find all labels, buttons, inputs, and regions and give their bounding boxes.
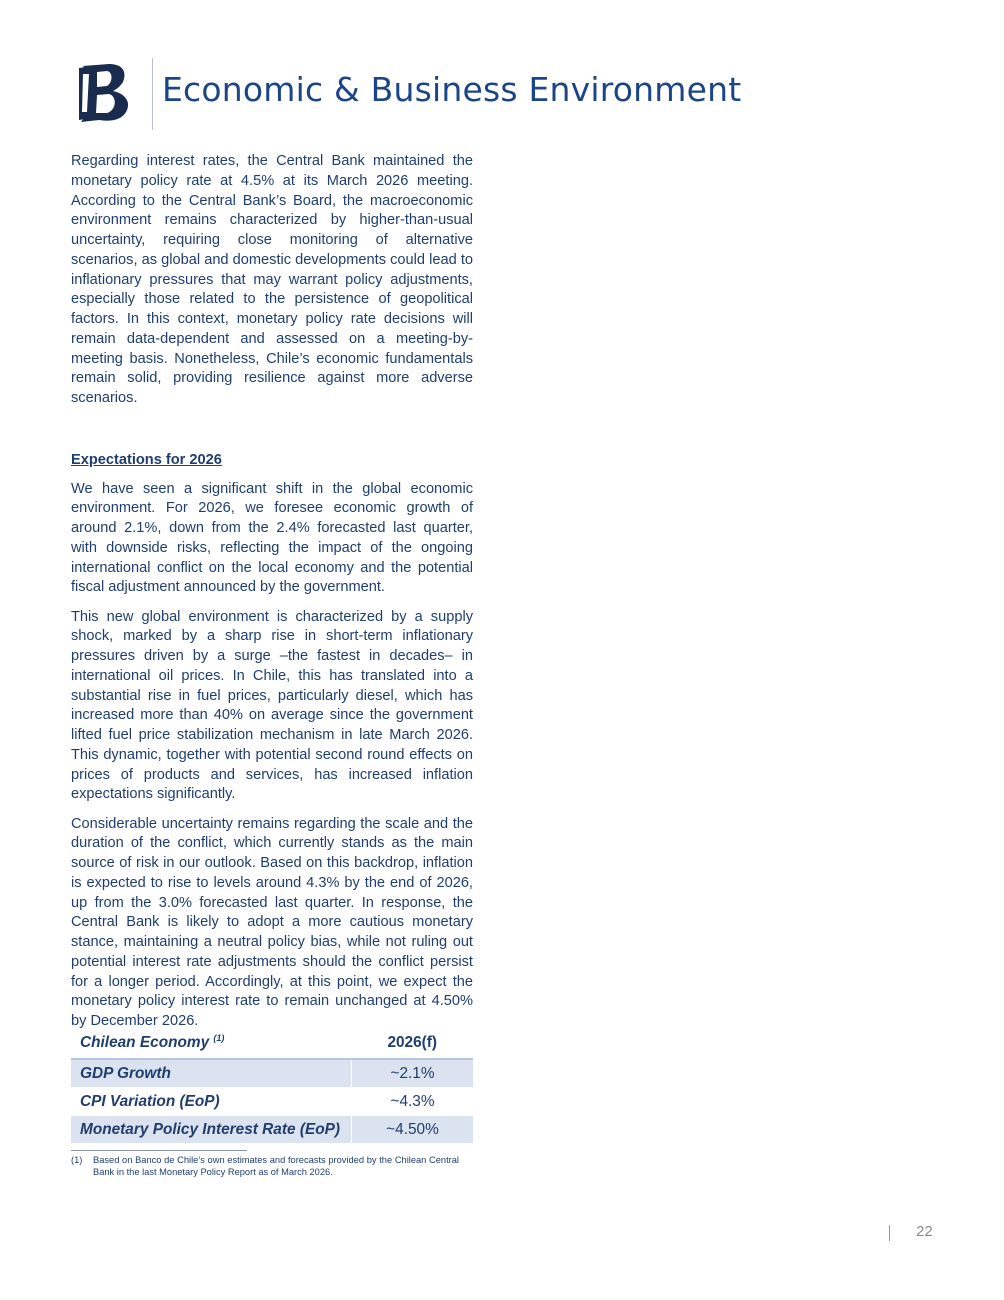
paragraph-uncertainty: Considerable uncertainty remains regarding the scale and the duration of the conflict, which currently stands as the main source of risk in our outlook. Based on this backdrop, inflation is expected to rise to levels around 4.3% by the end of 2026, up from the 3.0% forecasted last quarter. In response, the Central Bank is likely to adopt a more cautious monetary stance, maintaining a neutral policy bias, while not ruling out potential interest rate adjustments should the conflict persist for a longer period. Accordingly, at this point, we expect the monetary policy interest rate to remain unchanged at 4.50% by December 2026.: [71, 815, 473, 1029]
page-number: 22: [916, 1223, 933, 1240]
row-label-gdp-growth: GDP Growth: [71, 1059, 352, 1088]
row-value-gdp-growth: ~2.1%: [352, 1059, 474, 1088]
chilean-economy-table: [71, 1028, 473, 1144]
section-heading-expectations: Expectations for 2026: [71, 451, 222, 468]
footnote-text: Based on Banco de Chile’s own estimates and forecasts provided by the Chilean Central Bank in the last Monetary Policy Report as of March 2026.: [93, 1155, 459, 1177]
banco-de-chile-logo-icon: [79, 60, 135, 124]
table-header-label-text: Chilean Economy: [80, 1034, 210, 1052]
page-number-separator: [889, 1225, 890, 1241]
page-title: Economic & Business Environment: [162, 70, 742, 109]
table-header-label: [71, 1028, 352, 1059]
table-header-year: 2026(f): [352, 1028, 474, 1059]
footnote-mark: (1): [71, 1155, 83, 1165]
row-value-policy-rate: ~4.50%: [352, 1116, 474, 1144]
logo-divider: [152, 58, 153, 130]
footnote-rule: [71, 1150, 247, 1151]
table-row: [71, 1088, 473, 1116]
row-value-cpi-variation: ~4.3%: [352, 1088, 474, 1116]
main-text-column: [71, 152, 473, 1032]
table-header-row: [71, 1028, 473, 1059]
table-row: [71, 1059, 473, 1088]
row-label-policy-rate: Monetary Policy Interest Rate (EoP): [71, 1116, 352, 1144]
table-header-note: (1): [213, 1033, 225, 1044]
paragraph-supply-shock: This new global environment is characterized by a supply shock, marked by a sharp rise in short-term inflationary pressures driven by a surge –the fastest in decades– in international oil prices. In Chile, this has translated into a substantial rise in fuel prices, particularly diesel, which has increased more than 40% on average since the government lifted fuel price stabilization mechanism in late March 2026. This dynamic, together with potential second round effects on prices of products and services, has increased inflation expectations significantly.: [71, 608, 473, 803]
paragraph-interest-rates: Regarding interest rates, the Central Bank maintained the monetary policy rate at 4.5% at its March 2026 meeting. According to the Central Bank’s Board, the macroeconomic environment remains characterized by higher-than-usual uncertainty, requiring close monitoring of alternative scenarios, as global and domestic developments could lead to inflationary pressures that may warrant policy adjustments, especially those related to the persistence of geopolitical factors. In this context, monetary policy rate decisions will remain data-dependent and assessed on a meeting-by-meeting basis. Nonetheless, Chile’s economic fundamentals remain solid, providing resilience against more adverse scenarios.: [71, 153, 473, 406]
table-row: [71, 1116, 473, 1144]
paragraph-global-shift: We have seen a significant shift in the global economic environment. For 2026, we foresee economic growth of around 2.1%, down from the 2.4% forecasted last quarter, with downside risks, reflecting the impact of the ongoing international conflict on the local economy and the potential fiscal adjustment announced by the government.: [71, 480, 473, 596]
row-label-cpi-variation: CPI Variation (EoP): [71, 1088, 352, 1116]
footnote: [71, 1154, 459, 1178]
